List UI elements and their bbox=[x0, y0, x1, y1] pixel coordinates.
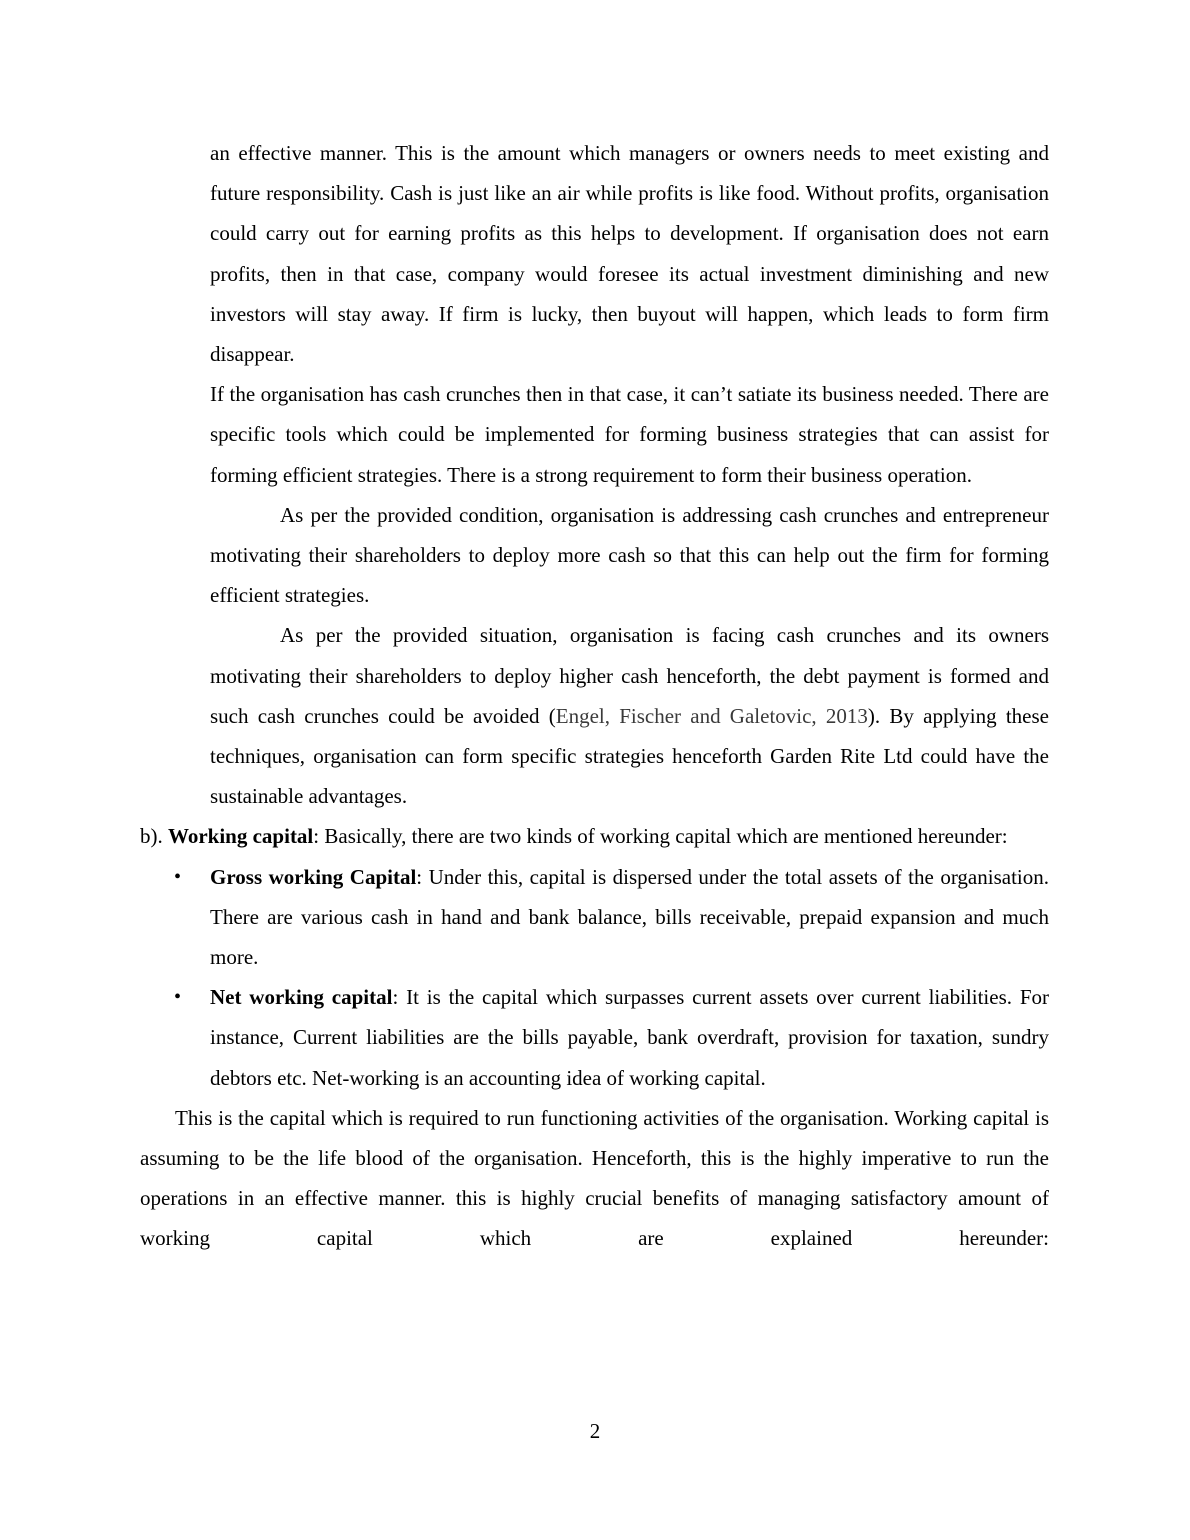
paragraph-working-capital-importance: This is the capital which is required to run functioning activities of the organisation. Working capital is assuming to be the life blood of the organisation. Henceforth, this is the highly imperative to run the operations in an effective manner. this is highly crucial benefits of managing satisfactory amount of working capital which are explained hereunder: bbox=[140, 1105, 1049, 1251]
paragraph-text-before-citation: As per the provided situation, organisation is facing cash crunches and its owners motivating their shareholders to deploy higher cash henceforth, the debt payment is formed and such cash crunches could be avoided ( bbox=[210, 623, 1049, 728]
page-number: 2 bbox=[589, 1419, 601, 1443]
section-b-text: : Basically, there are two kinds of working capital which are mentioned hereunder: bbox=[313, 824, 1008, 849]
bullet-term: Net working capital bbox=[210, 985, 393, 1010]
bullet-term: Gross working Capital bbox=[210, 864, 417, 889]
paragraph-cash-profits: an effective manner. This is the amount which managers or owners needs to meet existing and future responsibility. Cash is just like an air while profits is like food. Without profits, organisation could carry out for earning profits as this helps to development. If organisation does not earn profits, then in that case, company would foresee its actual investment diminishing and new investors will stay away. If firm is lucky, then buyout will happen, which leads to form firm disappear. bbox=[210, 141, 1049, 367]
bullet-icon: • bbox=[174, 865, 182, 888]
paragraph-cash-crunches: If the organisation has cash crunches then in that case, it can’t satiate its business needed. There are specific tools which could be implemented for forming business strategies that can assist for forming efficient strategies. There is a strong requirement to form their business operation. bbox=[210, 382, 1049, 487]
list-item-net-working-capital bbox=[140, 977, 1049, 1098]
working-capital-list bbox=[140, 857, 1049, 1098]
bullet-text: : Under this, capital is dispersed under the total assets of the organisation. There are various cash in hand and bank balance, bills receivable, prepaid expansion and much more. bbox=[210, 864, 1049, 970]
bullet-icon: • bbox=[174, 986, 182, 1009]
paragraph-text-after-citation: ). By applying these techniques, organisation can form specific strategies henceforth Garden Rite Ltd could have the sustainable advantages. bbox=[210, 703, 1049, 809]
list-item-gross-working-capital bbox=[140, 857, 1049, 978]
paragraph-provided-situation bbox=[210, 615, 1049, 816]
section-b-heading: Working capital bbox=[168, 824, 314, 849]
document-body bbox=[140, 133, 1049, 1259]
section-b-prefix: b). bbox=[140, 824, 168, 849]
section-b-heading-paragraph bbox=[140, 816, 1049, 856]
citation: Engel, Fischer and Galetovic, 2013 bbox=[555, 703, 868, 728]
bullet-text: : It is the capital which surpasses current assets over current liabilities. For instance, Current liabilities are the bills payable, bank overdraft, provision for taxation, sundry debtors etc. Net-working is an accounting idea of working capital. bbox=[210, 985, 1049, 1090]
paragraph-provided-condition: As per the provided condition, organisation is addressing cash crunches and entrepreneur motivating their shareholders to deploy more cash so that this can help out the firm for forming efficient strategies. bbox=[210, 502, 1049, 608]
